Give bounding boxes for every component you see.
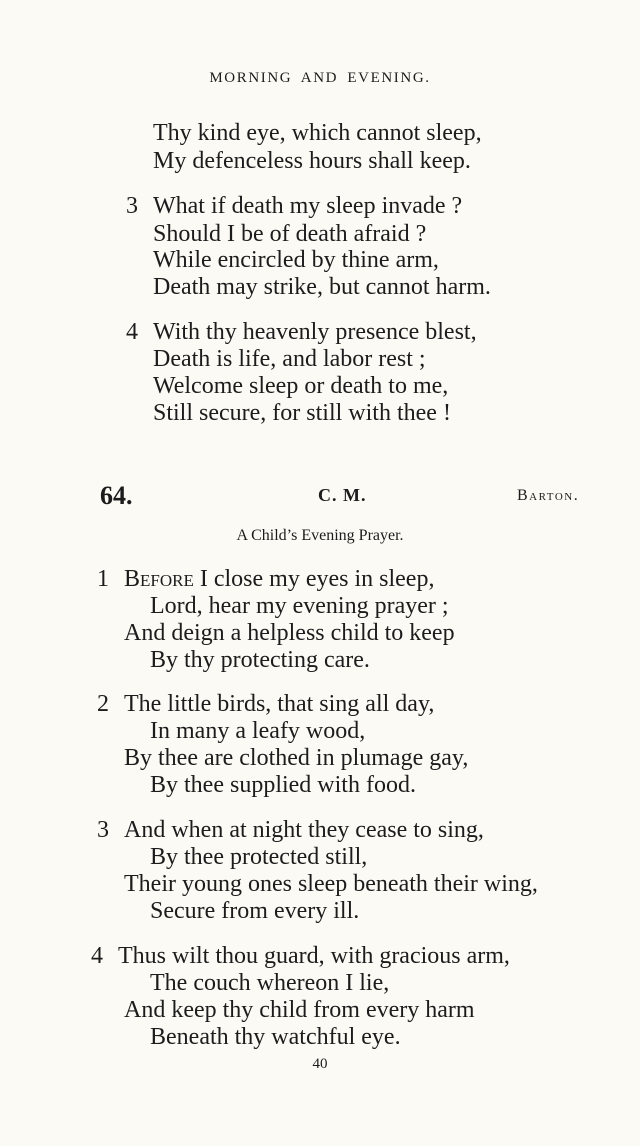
verse-line: By thee are clothed in plumage gay, bbox=[124, 745, 469, 771]
verse-line: My defenceless hours shall keep. bbox=[153, 148, 471, 174]
verse-line: Thy kind eye, which cannot sleep, bbox=[153, 120, 482, 146]
verse-line: Their young ones sleep beneath their wing, bbox=[124, 871, 538, 897]
verse-line: By thy protecting care. bbox=[150, 647, 370, 673]
verse-line bbox=[124, 565, 434, 593]
verse-line: Lord, hear my evening prayer ; bbox=[150, 593, 449, 619]
stanza-number: 1 bbox=[97, 566, 109, 592]
hymn-composer: Barton. bbox=[517, 487, 580, 504]
verse-line: While encircled by thine arm, bbox=[153, 247, 439, 273]
verse-line: With thy heavenly presence blest, bbox=[153, 319, 477, 345]
stanza-number: 4 bbox=[91, 943, 103, 969]
first-word: Before bbox=[124, 566, 194, 592]
hymn-number: 64. bbox=[100, 481, 133, 510]
hymn-title: A Child’s Evening Prayer. bbox=[236, 527, 404, 544]
page-number: 40 bbox=[312, 1056, 328, 1072]
verse-line: Thus wilt thou guard, with gracious arm, bbox=[118, 943, 510, 969]
hymn-meter: C. M. bbox=[318, 485, 367, 505]
verse-line: Death is life, and labor rest ; bbox=[153, 346, 426, 372]
verse-line: And keep thy child from every harm bbox=[124, 997, 475, 1023]
running-head: MORNING AND EVENING. bbox=[209, 70, 431, 86]
verse-line: Welcome sleep or death to me, bbox=[153, 373, 449, 399]
verse-line: And deign a helpless child to keep bbox=[124, 620, 455, 646]
verse-line: The little birds, that sing all day, bbox=[124, 691, 435, 717]
stanza-number: 3 bbox=[126, 193, 138, 219]
verse-line: Secure from every ill. bbox=[150, 898, 360, 924]
verse-line: Still secure, for still with thee ! bbox=[153, 400, 451, 426]
verse-line: By thee protected still, bbox=[150, 844, 368, 870]
stanza-number: 4 bbox=[126, 319, 138, 345]
verse-line: By thee supplied with food. bbox=[150, 772, 416, 798]
verse-line: Should I be of death afraid ? bbox=[153, 221, 427, 247]
verse-line: In many a leafy wood, bbox=[150, 718, 366, 744]
verse-line: And when at night they cease to sing, bbox=[124, 817, 484, 843]
verse-line: Death may strike, but cannot harm. bbox=[153, 274, 491, 300]
first-line-rest: I close my eyes in sleep, bbox=[193, 566, 435, 592]
verse-line: Beneath thy watchful eye. bbox=[150, 1024, 401, 1050]
stanza-number: 2 bbox=[97, 691, 109, 717]
verse-line: The couch whereon I lie, bbox=[150, 970, 390, 996]
stanza-number: 3 bbox=[97, 817, 109, 843]
verse-line: What if death my sleep invade ? bbox=[153, 193, 463, 219]
